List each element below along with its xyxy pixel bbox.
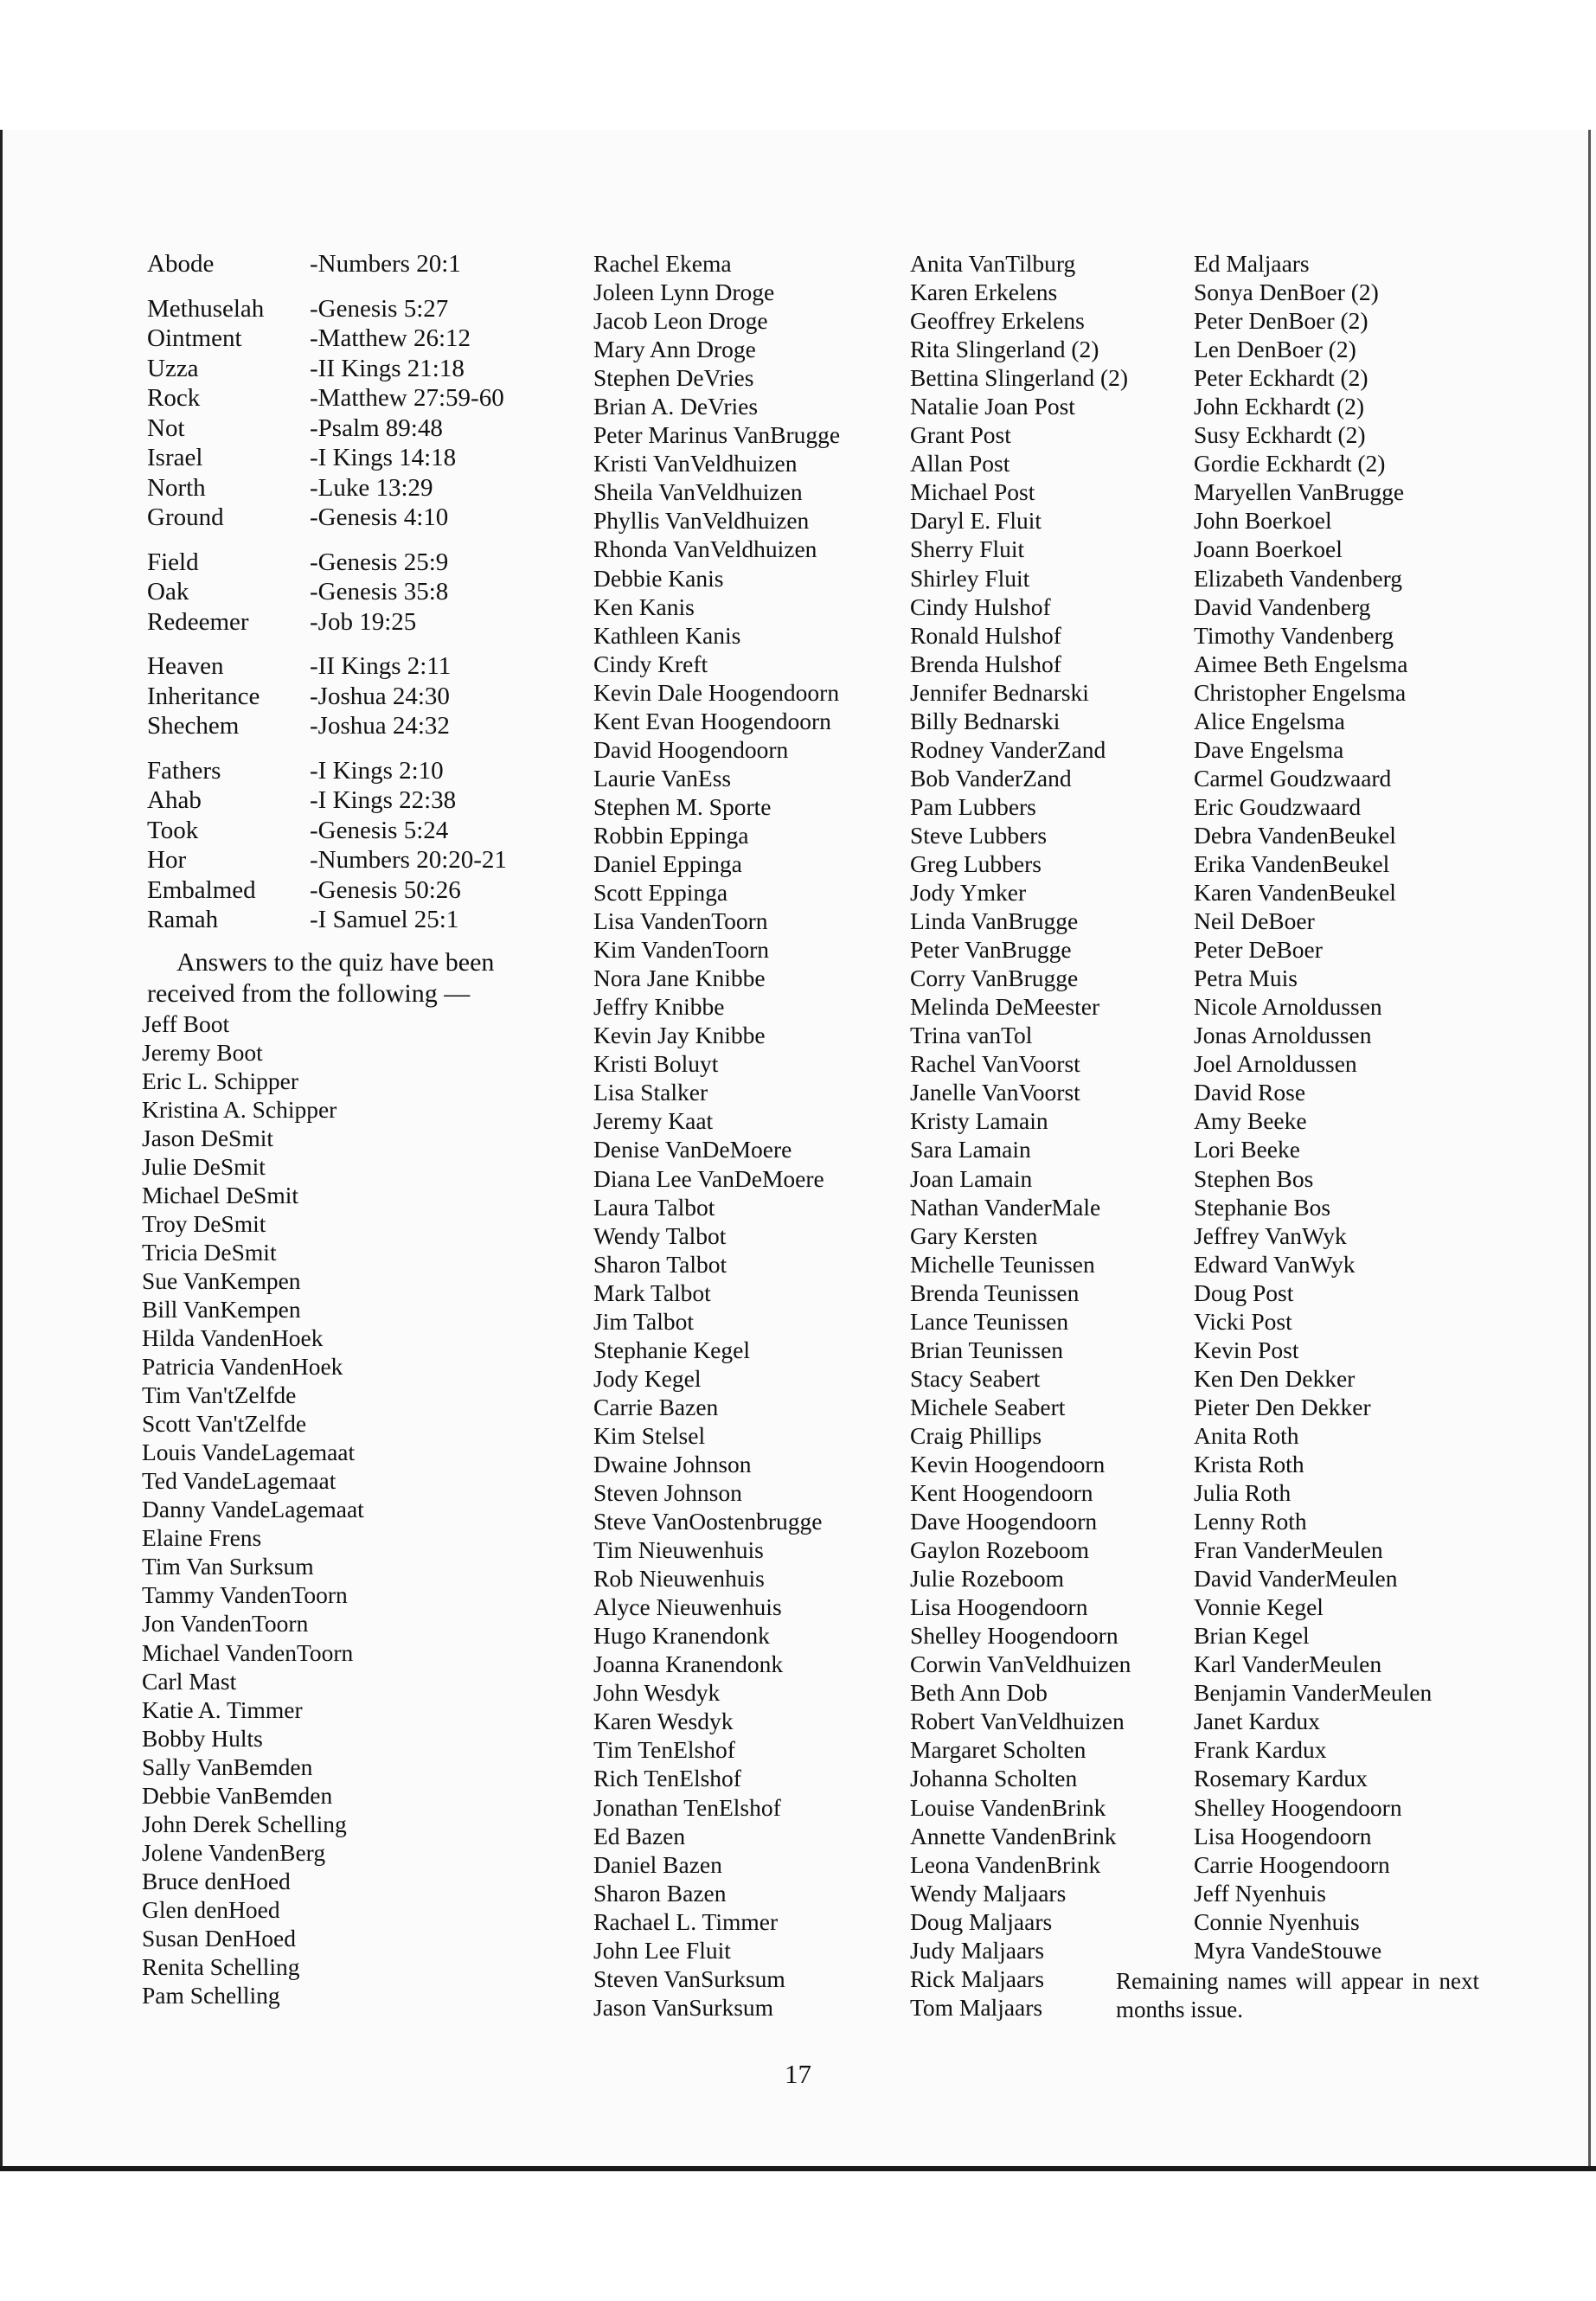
- respondent-name: Vonnie Kegel: [1194, 1593, 1324, 1621]
- respondent-name: Allan Post: [910, 450, 1010, 478]
- respondent-name: Jonathan TenElshof: [593, 1793, 781, 1821]
- respondent-name: Joanna Kranendonk: [593, 1650, 784, 1678]
- respondent-name: Pieter Den Dekker: [1194, 1393, 1371, 1420]
- respondent-name: Dwaine Johnson: [593, 1450, 752, 1477]
- respondent-name: Pam Lubbers: [910, 792, 1036, 820]
- respondent-name: David Hoogendoorn: [593, 735, 789, 763]
- respondent-name: Myra VandeStouwe: [1194, 1936, 1382, 1964]
- respondent-name: Jim Talbot: [593, 1307, 694, 1335]
- respondent-name: Trina vanTol: [910, 1022, 1033, 1049]
- respondent-name: Danny VandeLagemaat: [142, 1496, 364, 1523]
- respondent-name: Hugo Kranendonk: [593, 1622, 770, 1650]
- answer-row: [147, 413, 571, 444]
- answer-reference: -Joshua 24:30: [310, 682, 450, 710]
- respondent-name: Doug Maljaars: [910, 1907, 1053, 1935]
- answer-reference: -I Samuel 25:1: [310, 906, 459, 933]
- respondent-name: Jeremy Kaat: [593, 1107, 714, 1135]
- respondent-name: Peter VanBrugge: [910, 936, 1072, 964]
- respondent-name: Stacy Seabert: [910, 1364, 1041, 1392]
- respondent-name: Brian A. DeVries: [593, 393, 759, 420]
- group-spacer: [147, 279, 571, 294]
- respondent-name: Billy Bednarski: [910, 707, 1061, 734]
- answer-row: [147, 294, 571, 324]
- respondent-name: Maryellen VanBrugge: [1194, 478, 1405, 506]
- respondent-name: Michelle Teunissen: [910, 1250, 1095, 1278]
- respondent-name: Jon VandenToorn: [142, 1610, 309, 1638]
- respondent-name: Kathleen Kanis: [593, 621, 741, 649]
- respondent-name: Brian Kegel: [1194, 1622, 1310, 1650]
- respondent-name: Robbin Eppinga: [593, 821, 749, 849]
- respondent-name: Kevin Jay Knibbe: [593, 1022, 766, 1049]
- answer-word: Rock: [147, 384, 201, 412]
- respondent-name: Kim VandenToorn: [593, 936, 770, 964]
- respondent-name: Stephanie Kegel: [593, 1336, 750, 1363]
- respondent-name: Karen Wesdyk: [593, 1708, 734, 1735]
- answer-reference: -Luke 13:29: [310, 473, 433, 502]
- respondent-name: Jennifer Bednarski: [910, 678, 1089, 706]
- respondent-name: Michael Post: [910, 478, 1035, 506]
- remaining-names-note: Remaining names will appear in next months issue.: [1116, 1968, 1479, 2022]
- respondent-name: Kevin Dale Hoogendoorn: [593, 678, 840, 706]
- respondent-name: Ronald Hulshof: [910, 621, 1061, 649]
- answer-row: [147, 607, 571, 638]
- respondent-name: Phyllis VanVeldhuizen: [593, 507, 810, 535]
- respondent-name: David Vandenberg: [1194, 593, 1371, 620]
- answer-reference: -I Kings 22:38: [310, 786, 457, 814]
- respondent-name: Kristy Lamain: [910, 1107, 1048, 1135]
- answer-row: [147, 756, 571, 786]
- answer-word: Heaven: [147, 652, 224, 680]
- respondent-name: Tim Nieuwenhuis: [593, 1536, 764, 1564]
- respondent-name: Sally VanBemden: [142, 1753, 313, 1780]
- respondent-name: Troy DeSmit: [142, 1209, 266, 1237]
- respondent-name: Jody Kegel: [593, 1364, 702, 1392]
- respondent-name: Karen Erkelens: [910, 279, 1058, 306]
- respondent-name: Robert VanVeldhuizen: [910, 1708, 1125, 1735]
- answer-reference: -Genesis 35:8: [310, 578, 449, 606]
- answer-word: Hor: [147, 846, 187, 874]
- page-bottom-edge: [0, 2166, 1596, 2171]
- respondent-name: Steve VanOostenbrugge: [593, 1508, 823, 1535]
- respondent-name: Nora Jane Knibbe: [593, 965, 766, 992]
- respondent-name: Kevin Hoogendoorn: [910, 1450, 1106, 1477]
- respondent-name: Shelley Hoogendoorn: [1194, 1793, 1402, 1821]
- respondent-name: Jason VanSurksum: [593, 1993, 774, 2021]
- answer-word: Inheritance: [147, 682, 260, 710]
- respondent-name: Lisa Hoogendoorn: [910, 1593, 1088, 1621]
- respondent-name: Jacob Leon Droge: [593, 307, 768, 335]
- respondent-name: Louise VandenBrink: [910, 1793, 1106, 1821]
- respondent-name: John Derek Schelling: [142, 1810, 347, 1837]
- respondent-name: Michael DeSmit: [142, 1181, 299, 1208]
- respondent-name: Peter Eckhardt (2): [1194, 364, 1368, 392]
- respondent-name: Eric L. Schipper: [142, 1067, 298, 1094]
- respondent-name: Neil DeBoer: [1194, 907, 1315, 935]
- respondent-name: Tammy VandenToorn: [142, 1581, 348, 1609]
- respondent-name: Steven VanSurksum: [593, 1965, 785, 1992]
- answer-row: [147, 503, 571, 533]
- respondent-name: Vicki Post: [1194, 1307, 1292, 1335]
- respondent-name: Jody Ymker: [910, 879, 1027, 907]
- respondent-name: Brenda Teunissen: [910, 1279, 1080, 1306]
- respondent-name: Peter Marinus VanBrugge: [593, 421, 841, 449]
- answer-word: Embalmed: [147, 875, 256, 904]
- respondent-name: Michael VandenToorn: [142, 1638, 354, 1666]
- respondent-name: John Boerkoel: [1194, 507, 1332, 535]
- respondent-name: Grant Post: [910, 421, 1011, 449]
- respondent-name: Dave Hoogendoorn: [910, 1508, 1098, 1535]
- answer-row: [147, 875, 571, 906]
- respondent-name: Jason DeSmit: [142, 1124, 274, 1151]
- answer-reference: -Matthew 26:12: [310, 324, 471, 352]
- respondent-name: Kristi Boluyt: [593, 1050, 719, 1078]
- respondent-name: Edward VanWyk: [1194, 1250, 1356, 1278]
- page-right-edge: [1588, 130, 1591, 2171]
- answer-row: [147, 845, 571, 875]
- respondent-name: Sharon Bazen: [593, 1879, 727, 1907]
- respondent-name: Lori Beeke: [1194, 1136, 1300, 1163]
- respondent-name: Cindy Hulshof: [910, 593, 1051, 620]
- respondent-name: Diana Lee VanDeMoere: [593, 1164, 824, 1192]
- respondent-name: Kim Stelsel: [593, 1421, 706, 1449]
- answer-word: Took: [147, 816, 199, 844]
- answer-row: [147, 383, 571, 413]
- respondent-name: Bobby Hults: [142, 1724, 263, 1752]
- respondent-name: John Lee Fluit: [593, 1936, 731, 1964]
- answers-intro: Answers to the quiz have been received from the following —: [147, 947, 495, 1008]
- answer-reference: -Genesis 5:27: [310, 294, 449, 323]
- respondent-name: Stephen M. Sporte: [593, 792, 772, 820]
- respondent-name: Dave Engelsma: [1194, 735, 1344, 763]
- respondent-name: Christopher Engelsma: [1194, 678, 1407, 706]
- respondent-name: Joan Lamain: [910, 1164, 1033, 1192]
- respondent-name: Rich TenElshof: [593, 1765, 741, 1792]
- answer-word: Ramah: [147, 906, 219, 933]
- respondent-name: Johanna Scholten: [910, 1765, 1078, 1792]
- respondent-name: Krista Roth: [1194, 1450, 1304, 1477]
- respondent-name: Ted VandeLagemaat: [142, 1467, 337, 1495]
- respondent-name: Sonya DenBoer (2): [1194, 279, 1379, 306]
- respondent-name: Wendy Maljaars: [910, 1879, 1067, 1907]
- respondent-name: Lenny Roth: [1194, 1508, 1307, 1535]
- answer-row: [147, 816, 571, 846]
- respondent-name: Amy Beeke: [1194, 1107, 1307, 1135]
- respondent-name: Greg Lubbers: [910, 849, 1042, 877]
- respondent-name: Mary Ann Droge: [593, 336, 756, 363]
- respondent-name: Lisa Hoogendoorn: [1194, 1822, 1372, 1849]
- answer-word: North: [147, 473, 206, 502]
- respondent-name: Aimee Beth Engelsma: [1194, 650, 1408, 677]
- respondent-name: Sara Lamain: [910, 1136, 1031, 1163]
- respondent-name: Denise VanDeMoere: [593, 1136, 792, 1163]
- respondent-name: Julia Roth: [1194, 1479, 1292, 1507]
- respondent-name: Joann Boerkoel: [1194, 535, 1343, 563]
- respondent-name: Frank Kardux: [1194, 1736, 1327, 1764]
- respondent-name: Daniel Bazen: [593, 1850, 722, 1878]
- answer-reference: -Job 19:25: [310, 607, 417, 636]
- respondent-name: David Rose: [1194, 1079, 1306, 1106]
- answer-reference: -Genesis 4:10: [310, 503, 449, 531]
- respondent-name: Sheila VanVeldhuizen: [593, 478, 803, 506]
- respondent-name: Stephen DeVries: [593, 364, 754, 392]
- respondent-name: Rick Maljaars: [910, 1965, 1045, 1992]
- respondent-name: Scott Van'tZelfde: [142, 1410, 307, 1438]
- answer-reference: -Genesis 50:26: [310, 875, 461, 904]
- answer-reference: -Matthew 27:59-60: [310, 384, 504, 412]
- respondent-name: Jeff Nyenhuis: [1194, 1879, 1327, 1907]
- respondent-name: Kent Hoogendoorn: [910, 1479, 1093, 1507]
- respondent-name: Kent Evan Hoogendoorn: [593, 707, 831, 734]
- answer-row: [147, 651, 571, 682]
- respondent-name: Brian Teunissen: [910, 1336, 1064, 1363]
- respondent-name: Kristina A. Schipper: [142, 1095, 337, 1123]
- respondent-name: Kristi VanVeldhuizen: [593, 450, 798, 478]
- respondent-name: Hilda VandenHoek: [142, 1324, 324, 1352]
- answer-row: [147, 682, 571, 712]
- answer-word: Ointment: [147, 324, 242, 352]
- respondent-name: Tim TenElshof: [593, 1736, 735, 1764]
- answer-row: [147, 905, 571, 935]
- respondent-name: Beth Ann Dob: [910, 1679, 1048, 1707]
- respondent-name: Tim Van Surksum: [142, 1553, 314, 1580]
- respondent-name: Alice Engelsma: [1194, 707, 1345, 734]
- respondent-name: Kevin Post: [1194, 1336, 1299, 1363]
- answer-row: [147, 473, 571, 503]
- respondent-name: Daryl E. Fluit: [910, 507, 1042, 535]
- answer-word: Uzza: [147, 354, 199, 382]
- respondent-name: Corry VanBrugge: [910, 965, 1079, 992]
- respondent-name: Carmel Goudzwaard: [1194, 764, 1392, 792]
- respondent-name: Laurie VanEss: [593, 764, 732, 792]
- respondent-name: Rita Slingerland (2): [910, 336, 1099, 363]
- respondent-name: Benjamin VanderMeulen: [1194, 1679, 1433, 1707]
- respondent-name: Jolene VandenBerg: [142, 1838, 326, 1866]
- answer-row: [147, 324, 571, 354]
- answer-row: [147, 354, 571, 384]
- respondent-name: Pam Schelling: [142, 1982, 280, 2009]
- respondent-name: Rob Nieuwenhuis: [593, 1565, 765, 1593]
- group-spacer: [147, 533, 571, 548]
- respondent-name: Julie DeSmit: [142, 1152, 266, 1180]
- answer-reference: -Joshua 24:32: [310, 712, 450, 740]
- respondent-name: Ken Kanis: [593, 593, 695, 620]
- respondent-name: Rodney VanderZand: [910, 735, 1106, 763]
- answer-reference: -Genesis 5:24: [310, 816, 449, 844]
- respondent-name: Michele Seabert: [910, 1393, 1066, 1420]
- respondent-name: Bruce denHoed: [142, 1867, 291, 1894]
- answer-word: Ahab: [147, 786, 202, 814]
- names-column-2: [593, 249, 840, 2022]
- answer-row: [147, 785, 571, 816]
- group-spacer: [147, 637, 571, 651]
- respondent-name: Connie Nyenhuis: [1194, 1907, 1360, 1935]
- respondent-name: Debbie VanBemden: [142, 1781, 333, 1809]
- respondent-name: Gary Kersten: [910, 1221, 1038, 1249]
- respondent-name: Karen VandenBeukel: [1194, 879, 1396, 907]
- respondent-name: Tim Van'tZelfde: [142, 1381, 297, 1409]
- respondent-name: Sharon Talbot: [593, 1250, 727, 1278]
- answer-word: Ground: [147, 503, 224, 531]
- respondent-name: Rachel Ekema: [593, 250, 732, 277]
- respondent-name: Leona VandenBrink: [910, 1850, 1101, 1878]
- respondent-name: Susan DenHoed: [142, 1925, 296, 1952]
- respondent-name: Joel Arnoldussen: [1194, 1050, 1357, 1078]
- page-number: 17: [785, 2059, 811, 2089]
- respondent-name: Elizabeth Vandenberg: [1194, 564, 1403, 592]
- respondent-name: Bill VanKempen: [142, 1295, 301, 1323]
- respondent-name: Jonas Arnoldussen: [1194, 1022, 1372, 1049]
- answer-word: Fathers: [147, 756, 221, 785]
- respondent-name: Erika VandenBeukel: [1194, 849, 1390, 877]
- respondent-name: Peter DeBoer: [1194, 936, 1323, 964]
- respondent-name: John Wesdyk: [593, 1679, 721, 1707]
- respondent-name: Lisa Stalker: [593, 1079, 708, 1106]
- answer-row: [147, 577, 571, 607]
- answer-word: Shechem: [147, 712, 240, 740]
- answer-row: [147, 249, 571, 279]
- respondent-name: Sherry Fluit: [910, 535, 1025, 563]
- respondent-name: Petra Muis: [1194, 965, 1298, 992]
- names-column-1: [142, 1009, 571, 2010]
- respondent-name: Wendy Talbot: [593, 1221, 727, 1249]
- respondent-name: Natalie Joan Post: [910, 393, 1075, 420]
- respondent-name: Jeremy Boot: [142, 1038, 263, 1066]
- respondent-name: Elaine Frens: [142, 1524, 262, 1552]
- respondent-name: Gordie Eckhardt (2): [1194, 450, 1386, 478]
- respondent-name: Joleen Lynn Droge: [593, 279, 775, 306]
- answer-reference: -II Kings 21:18: [310, 354, 465, 382]
- respondent-name: Rhonda VanVeldhuizen: [593, 535, 817, 563]
- respondent-name: Shelley Hoogendoorn: [910, 1622, 1118, 1650]
- respondent-name: Ed Bazen: [593, 1822, 686, 1849]
- answer-reference: -I Kings 14:18: [310, 444, 457, 471]
- respondent-name: Daniel Eppinga: [593, 849, 742, 877]
- respondent-name: Patricia VandenHoek: [142, 1353, 343, 1381]
- respondent-name: Bettina Slingerland (2): [910, 364, 1129, 392]
- respondent-name: Timothy Vandenberg: [1194, 621, 1394, 649]
- answer-word: Field: [147, 548, 199, 576]
- respondent-name: Anita Roth: [1194, 1421, 1299, 1449]
- respondent-name: Len DenBoer (2): [1194, 336, 1356, 363]
- respondent-name: Tom Maljaars: [910, 1993, 1043, 2021]
- respondent-name: Debbie Kanis: [593, 564, 724, 592]
- respondent-name: Janelle VanVoorst: [910, 1079, 1080, 1106]
- respondent-name: Debra VandenBeukel: [1194, 821, 1396, 849]
- respondent-name: Bob VanderZand: [910, 764, 1072, 792]
- respondent-name: Karl VanderMeulen: [1194, 1650, 1382, 1678]
- respondent-name: Brenda Hulshof: [910, 650, 1061, 677]
- respondent-name: Scott Eppinga: [593, 879, 728, 907]
- respondent-name: Annette VandenBrink: [910, 1822, 1117, 1849]
- respondent-name: Rosemary Kardux: [1194, 1765, 1368, 1792]
- respondent-name: Ken Den Dekker: [1194, 1364, 1356, 1392]
- respondent-name: Susy Eckhardt (2): [1194, 421, 1366, 449]
- respondent-name: Louis VandeLagemaat: [142, 1439, 356, 1466]
- answer-reference: -Psalm 89:48: [310, 413, 443, 442]
- respondent-name: Nicole Arnoldussen: [1194, 993, 1382, 1021]
- respondent-name: Fran VanderMeulen: [1194, 1536, 1383, 1564]
- respondent-name: Steven Johnson: [593, 1479, 742, 1507]
- respondent-name: Glen denHoed: [142, 1895, 280, 1923]
- answer-word: Not: [147, 413, 185, 442]
- respondent-name: Jeffrey VanWyk: [1194, 1221, 1347, 1249]
- answer-reference: -II Kings 2:11: [310, 652, 452, 680]
- respondent-name: Katie A. Timmer: [142, 1695, 303, 1723]
- respondent-name: Sue VanKempen: [142, 1266, 301, 1294]
- respondent-name: Judy Maljaars: [910, 1936, 1045, 1964]
- respondent-name: Nathan VanderMale: [910, 1193, 1101, 1221]
- respondent-name: Cindy Kreft: [593, 650, 708, 677]
- respondent-name: Doug Post: [1194, 1279, 1294, 1306]
- respondent-name: Laura Talbot: [593, 1193, 715, 1221]
- quiz-answers: [147, 249, 571, 935]
- respondent-name: Carrie Bazen: [593, 1393, 719, 1420]
- answer-word: Redeemer: [147, 607, 249, 636]
- respondent-name: Jeffry Knibbe: [593, 993, 725, 1021]
- respondent-name: Rachel VanVoorst: [910, 1050, 1080, 1078]
- respondent-name: Stephanie Bos: [1194, 1193, 1331, 1221]
- respondent-name: Stephen Bos: [1194, 1164, 1314, 1192]
- respondent-name: Rachael L. Timmer: [593, 1907, 779, 1935]
- respondent-name: Julie Rozeboom: [910, 1565, 1064, 1593]
- group-spacer: [147, 741, 571, 756]
- respondent-name: Craig Phillips: [910, 1421, 1042, 1449]
- names-column-4: [1194, 249, 1432, 1965]
- respondent-name: Jeff Boot: [142, 1009, 230, 1037]
- answer-word: Israel: [147, 444, 203, 471]
- respondent-name: Ed Maljaars: [1194, 250, 1310, 277]
- respondent-name: Renita Schelling: [142, 1953, 300, 1981]
- answer-reference: -Numbers 20:20-21: [310, 846, 507, 874]
- respondent-name: Geoffrey Erkelens: [910, 307, 1085, 335]
- names-column-3: [910, 249, 1131, 2022]
- respondent-name: Alyce Nieuwenhuis: [593, 1593, 782, 1621]
- answer-word: Methuselah: [147, 294, 265, 323]
- answer-word: Abode: [147, 250, 215, 278]
- respondent-name: Mark Talbot: [593, 1279, 711, 1306]
- respondent-name: Steve Lubbers: [910, 821, 1048, 849]
- answer-word: Oak: [147, 578, 189, 606]
- respondent-name: Lance Teunissen: [910, 1307, 1069, 1335]
- respondent-name: Janet Kardux: [1194, 1708, 1320, 1735]
- respondent-name: Carl Mast: [142, 1667, 237, 1695]
- answer-reference: -Numbers 20:1: [310, 250, 461, 278]
- answer-reference: -Genesis 25:9: [310, 548, 449, 576]
- respondent-name: Melinda DeMeester: [910, 993, 1100, 1021]
- respondent-name: Linda VanBrugge: [910, 907, 1079, 935]
- respondent-name: Tricia DeSmit: [142, 1238, 277, 1266]
- answer-reference: -I Kings 2:10: [310, 756, 444, 785]
- respondent-name: Eric Goudzwaard: [1194, 792, 1362, 820]
- respondent-name: Margaret Scholten: [910, 1736, 1086, 1764]
- respondent-name: Peter DenBoer (2): [1194, 307, 1368, 335]
- respondent-name: Lisa VandenToorn: [593, 907, 768, 935]
- answer-column: [142, 249, 571, 2009]
- answer-row: [147, 548, 571, 578]
- respondent-name: Shirley Fluit: [910, 564, 1030, 592]
- respondent-name: John Eckhardt (2): [1194, 393, 1365, 420]
- respondent-name: Anita VanTilburg: [910, 250, 1076, 277]
- answer-row: [147, 711, 571, 741]
- respondent-name: Corwin VanVeldhuizen: [910, 1650, 1131, 1678]
- answer-row: [147, 443, 571, 473]
- respondent-name: David VanderMeulen: [1194, 1565, 1398, 1593]
- respondent-name: Gaylon Rozeboom: [910, 1536, 1089, 1564]
- respondent-name: Carrie Hoogendoorn: [1194, 1850, 1390, 1878]
